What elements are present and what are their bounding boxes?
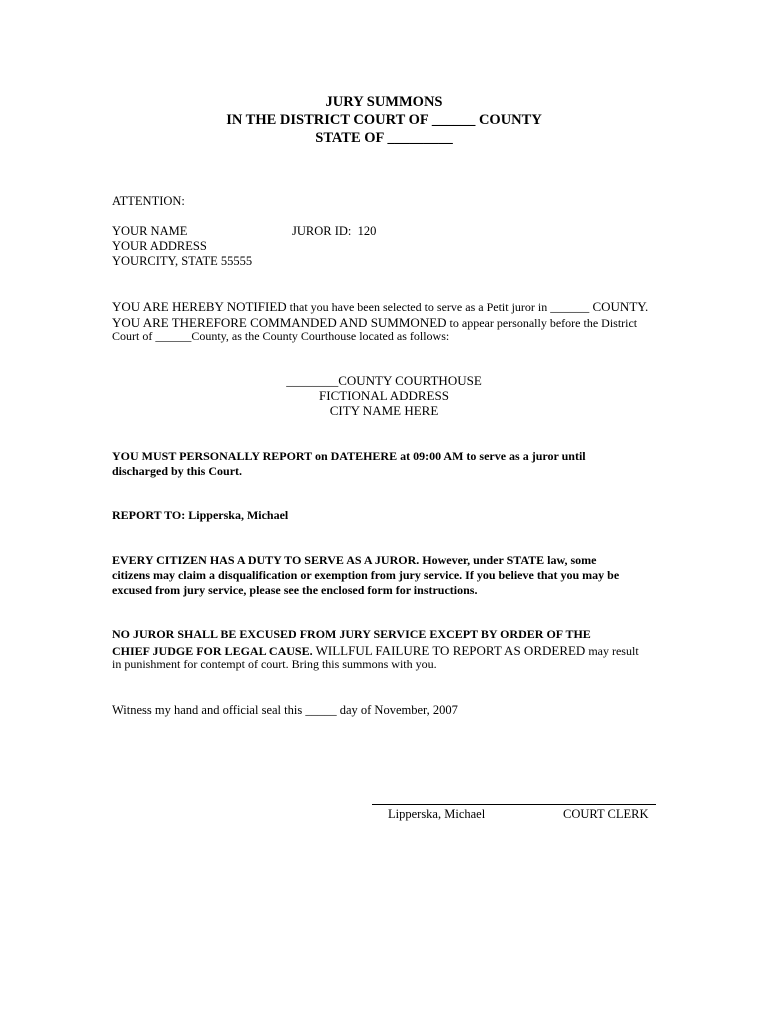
court-line [0, 112, 768, 129]
excuse-line-3: in punishment for contempt of court. Bring this summons with you. [112, 657, 437, 671]
excuse-bold-2: CHIEF JUDGE FOR LEGAL CAUSE. [112, 644, 313, 658]
courthouse-name-text: COUNTY COURTHOUSE [338, 373, 482, 388]
report-line-2: discharged by this Court. [112, 464, 243, 478]
recipient-name: YOUR NAME [112, 224, 188, 238]
duty-line-1: EVERY CITIZEN HAS A DUTY TO SERVE AS A JUROR. However, under STATE law, some [112, 553, 597, 567]
courthouse-blank: ________ [286, 373, 339, 388]
duty-line-2: citizens may claim a disqualification or exemption from jury service. If you believe that you may be [112, 568, 620, 582]
state-line [0, 130, 768, 147]
courthouse-city: CITY NAME HERE [329, 403, 439, 418]
signature-line [372, 804, 656, 805]
attention-label: ATTENTION: [112, 194, 185, 208]
notice-county-end: COUNTY. [589, 299, 649, 314]
notice-text-1: that you have been selected to serve as a Petit juror in [286, 300, 551, 314]
duty-line-3: excused from jury service, please see the enclosed form for instructions. [112, 583, 478, 597]
report-line-1: YOU MUST PERSONALLY REPORT on DATEHERE at 09:00 AM to serve as a juror until [112, 449, 586, 463]
notice-caps-1: YOU ARE HEREBY NOTIFIED [112, 299, 287, 314]
state-prefix: STATE OF [315, 130, 384, 146]
witness-prefix: Witness my hand and official seal this [112, 703, 306, 717]
recipient-city-state: YOURCITY, STATE 55555 [112, 254, 253, 268]
witness-suffix: day of November, 2007 [336, 703, 458, 717]
courthouse-address: FICTIONAL ADDRESS [319, 388, 449, 403]
notice-text-2: to appear personally before the District [446, 316, 638, 330]
excuse-caps-2: WILLFUL FAILURE TO REPORT AS ORDERED [312, 643, 586, 658]
notice-text-3a: Court of [112, 329, 156, 343]
court-suffix: COUNTY [478, 112, 542, 128]
notice-court-blank: ______ [155, 329, 192, 343]
recipient-address: YOUR ADDRESS [112, 239, 207, 253]
excuse-text-2: may result [585, 644, 639, 658]
witness-day-blank: _____ [305, 703, 337, 717]
report-to: REPORT TO: Lipperska, Michael [112, 508, 289, 522]
signature-title: COURT CLERK [563, 807, 649, 821]
juror-id-label: JUROR ID: [292, 224, 352, 238]
state-blank: _________ [387, 130, 453, 146]
notice-county-blank: ______ [550, 299, 590, 314]
document-title: JURY SUMMONS [325, 94, 443, 110]
witness-line [112, 703, 458, 718]
juror-id-value: 120 [357, 224, 377, 238]
court-county-blank: ______ [431, 112, 476, 128]
juror-id [292, 224, 376, 239]
notice-line-3 [112, 329, 449, 344]
court-prefix: IN THE DISTRICT COURT OF [226, 112, 429, 128]
signature-name: Lipperska, Michael [388, 807, 486, 821]
notice-caps-2: YOU ARE THEREFORE COMMANDED AND SUMMONED [112, 315, 447, 330]
excuse-line-1: NO JUROR SHALL BE EXCUSED FROM JURY SERVICE EXCEPT BY ORDER OF THE [112, 627, 591, 641]
courthouse-name [0, 373, 768, 389]
notice-text-3b: County, as the County Courthouse located as follows: [191, 329, 450, 343]
